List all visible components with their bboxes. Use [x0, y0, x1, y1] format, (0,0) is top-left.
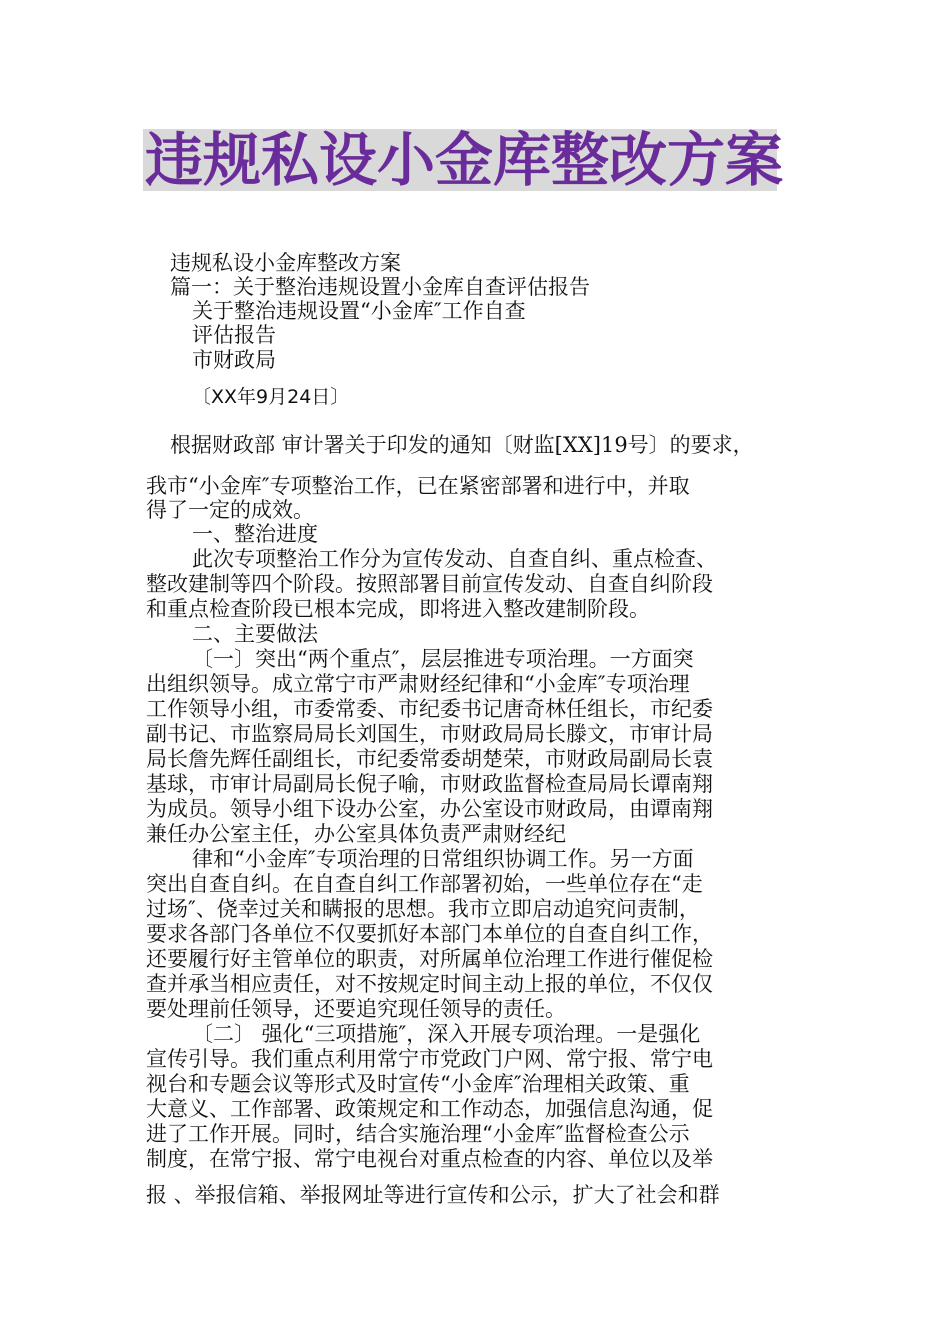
- text-line: 市财政局: [192, 348, 276, 372]
- text-line: 大意义、工作部署、政策规定和工作动态，加强信息沟通，促: [146, 1097, 713, 1121]
- text-line: 得了一定的成效。: [146, 498, 314, 522]
- text-line: 要求各部门各单位不仅要抓好本部门本单位的自查自纠工作，: [146, 922, 713, 946]
- text-line: 和重点检查阶段已根本完成，即将进入整改建制阶段。: [146, 597, 650, 621]
- text-line: 过场″、侥幸过关和瞒报的思想。我市立即启动追究问责制，: [146, 897, 700, 921]
- text-line: 整改建制等四个阶段。按照部署目前宣传发动、自查自纠阶段: [146, 572, 713, 596]
- text-line: 违规私设小金库整改方案: [170, 251, 401, 275]
- text-line: 〔二〕 强化“三项措施″，深入开展专项治理。一是强化: [192, 1022, 701, 1046]
- text-line: 报 、举报信箱、举报网址等进行宣传和公示，扩大了社会和群: [146, 1183, 720, 1207]
- document-title: 违规私设小金库整改方案: [145, 126, 784, 194]
- text-line: 律和“小金库″专项治理的日常组织协调工作。另一方面: [192, 847, 694, 871]
- text-line: 进了工作开展。同时，结合实施治理“小金库″监督检查公示: [146, 1122, 690, 1146]
- text-line: 要处理前任领导，还要追究现任领导的责任。: [146, 997, 566, 1021]
- section-heading: 一、整治进度: [192, 522, 318, 546]
- text-line: 兼任办公室主任，办公室具体负责严肃财经纪: [146, 822, 566, 846]
- text-line: 篇一：关于整治违规设置小金库自查评估报告: [170, 275, 590, 299]
- text-line: 副书记、市监察局局长刘国生，市财政局局长滕文，市审计局: [146, 722, 713, 746]
- text-line: 此次专项整治工作分为宣传发动、自查自纠、重点检查、: [192, 547, 717, 571]
- text-line: 还要履行好主管单位的职责，对所属单位治理工作进行催促检: [146, 947, 713, 971]
- text-line: 评估报告: [192, 323, 276, 347]
- text-line: 我市“小金库″专项整治工作，已在紧密部署和进行中，并取: [146, 474, 690, 498]
- text-line: 查并承当相应责任，对不按规定时间主动上报的单位，不仅仅: [146, 972, 713, 996]
- text-line: 根据财政部 审计署关于印发的通知〔财监[XX]19号〕的要求，: [170, 433, 754, 457]
- section-heading: 二、主要做法: [192, 622, 318, 646]
- text-line: 为成员。领导小组下设办公室，办公室设市财政局，由谭南翔: [146, 797, 713, 821]
- text-line: 关于整治违规设置“小金库″工作自查: [192, 299, 526, 323]
- text-line: 出组织领导。成立常宁市严肃财经纪律和“小金库″专项治理: [146, 672, 690, 696]
- text-line: 基球，市审计局副局长倪子喻，市财政监督检查局局长谭南翔: [146, 772, 713, 796]
- text-line: 工作领导小组，市委常委、市纪委书记唐奇林任组长，市纪委: [146, 697, 713, 721]
- text-line: 〔一〕突出“两个重点″，层层推进专项治理。一方面突: [192, 647, 694, 671]
- text-line: 突出自查自纠。在自查自纠工作部署初始，一些单位存在“走: [146, 872, 703, 896]
- text-line: 视台和专题会议等形式及时宣传“小金库″治理相关政策、重: [146, 1072, 690, 1096]
- document-date: 〔XX年9月24日〕: [192, 386, 350, 408]
- text-line: 制度，在常宁报、常宁电视台对重点检查的内容、单位以及举: [146, 1147, 713, 1171]
- text-line: 宣传引导。我们重点利用常宁市党政门户网、常宁报、常宁电: [146, 1047, 713, 1071]
- text-line: 局长詹先辉任副组长，市纪委常委胡楚荣，市财政局副局长袁: [146, 747, 713, 771]
